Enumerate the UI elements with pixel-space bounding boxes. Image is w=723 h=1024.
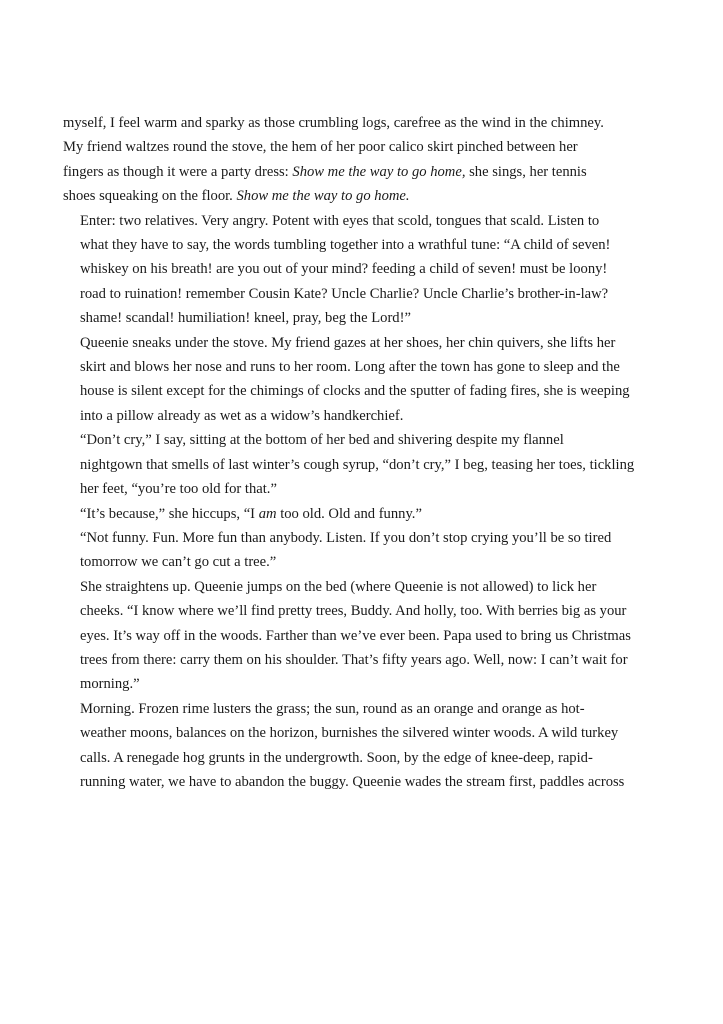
- text-run: trees from there: carry them on his shoulder. That’s fifty years ago. Well, now: I can’t wait for: [80, 651, 628, 668]
- text-run: eyes. It’s way off in the woods. Farther than we’ve ever been. Papa used to bring us Christmas: [80, 627, 631, 644]
- text-run: Queenie sneaks under the stove. My friend gazes at her shoes, her chin quivers, she lifts her: [80, 334, 616, 351]
- text-run: too old. Old and funny.”: [276, 505, 422, 522]
- text-line: [63, 477, 683, 501]
- text-line: [63, 404, 683, 428]
- italic-text: am: [258, 505, 277, 522]
- text-run: “Don’t cry,” I say, sitting at the bottom of her bed and shivering despite my flannel: [80, 432, 564, 449]
- text-run: Morning. Frozen rime lusters the grass; the sun, round as an orange and orange as hot-: [80, 700, 585, 717]
- text-run: Enter: two relatives. Very angry. Potent with eyes that scold, tongues that scald. Listen to: [80, 212, 600, 229]
- text-line: [63, 648, 683, 672]
- text-line: [63, 160, 683, 184]
- text-line: [63, 599, 683, 623]
- text-line: [63, 209, 683, 233]
- paragraph: [63, 111, 683, 209]
- text-run: house is silent except for the chimings of clocks and the sputter of fading fires, she is weeping: [80, 383, 630, 400]
- text-run: “Not funny. Fun. More fun than anybody. Listen. If you don’t stop crying you’ll be so tired: [80, 529, 612, 546]
- text-line: [63, 306, 683, 330]
- text-line: [63, 453, 683, 477]
- paragraph: [63, 526, 683, 575]
- text-line: [63, 550, 683, 574]
- text-line: [63, 526, 683, 550]
- text-line: [63, 721, 683, 745]
- text-run: myself, I feel warm and sparky as those crumbling logs, carefree as the wind in the chimney.: [63, 115, 604, 131]
- paragraph: [63, 209, 683, 331]
- text-line: [63, 135, 683, 159]
- text-line: [63, 257, 683, 281]
- text-line: [63, 502, 683, 526]
- text-line: [63, 624, 683, 648]
- text-run: she sings, her tennis: [465, 163, 587, 180]
- body-text: [63, 111, 683, 794]
- text-run: She straightens up. Queenie jumps on the bed (where Queenie is not allowed) to lick her: [80, 578, 597, 595]
- text-run: My friend waltzes round the stove, the hem of her poor calico skirt pinched between her: [63, 139, 578, 156]
- text-run: shame! scandal! humiliation! kneel, pray, beg the Lord!”: [80, 310, 411, 327]
- italic-text: Show me the way to go home,: [292, 163, 466, 180]
- paragraph: [63, 575, 683, 697]
- paragraph: [63, 428, 683, 501]
- paragraph: [63, 331, 683, 429]
- paragraph: [63, 697, 683, 795]
- text-run: what they have to say, the words tumbling together into a wrathful tune: “A child of seven!: [80, 237, 611, 254]
- text-run: calls. A renegade hog grunts in the undergrowth. Soon, by the edge of knee-deep, rapid-: [80, 749, 593, 766]
- text-run: into a pillow already as wet as a widow’s handkerchief.: [80, 407, 404, 424]
- paragraph: [63, 502, 683, 526]
- text-line: [63, 331, 683, 355]
- text-run: her feet, “you’re too old for that.”: [80, 481, 277, 498]
- text-run: weather moons, balances on the horizon, burnishes the silvered winter woods. A wild turkey: [80, 725, 619, 742]
- text-line: [63, 746, 683, 770]
- text-run: road to ruination! remember Cousin Kate? Uncle Charlie? Uncle Charlie’s brother-in-law?: [80, 285, 609, 302]
- text-line: [63, 428, 683, 452]
- text-line: [63, 575, 683, 599]
- text-run: tomorrow we can’t go cut a tree.”: [80, 554, 277, 571]
- text-run: “It’s because,” she hiccups, “I: [80, 505, 259, 522]
- text-run: cheeks. “I know where we’ll find pretty trees, Buddy. And holly, too. With berries big as your: [80, 603, 627, 620]
- text-run: fingers as though it were a party dress:: [63, 163, 293, 180]
- text-line: [63, 355, 683, 379]
- text-line: [63, 111, 683, 135]
- text-line: [63, 233, 683, 257]
- text-run: whiskey on his breath! are you out of your mind? feeding a child of seven! must be loony!: [80, 261, 608, 278]
- text-run: shoes squeaking on the floor.: [63, 188, 237, 205]
- text-line: [63, 672, 683, 696]
- text-line: [63, 282, 683, 306]
- text-line: [63, 184, 683, 208]
- text-line: [63, 379, 683, 403]
- text-run: morning.”: [80, 676, 140, 693]
- text-run: running water, we have to abandon the buggy. Queenie wades the stream first, paddles across: [80, 773, 625, 790]
- text-run: skirt and blows her nose and runs to her room. Long after the town has gone to sleep and the: [80, 359, 620, 376]
- text-line: [63, 770, 683, 794]
- text-line: [63, 697, 683, 721]
- text-run: nightgown that smells of last winter’s cough syrup, “don’t cry,” I beg, teasing her toes, tickling: [80, 456, 635, 473]
- italic-text: Show me the way to go home.: [236, 188, 410, 205]
